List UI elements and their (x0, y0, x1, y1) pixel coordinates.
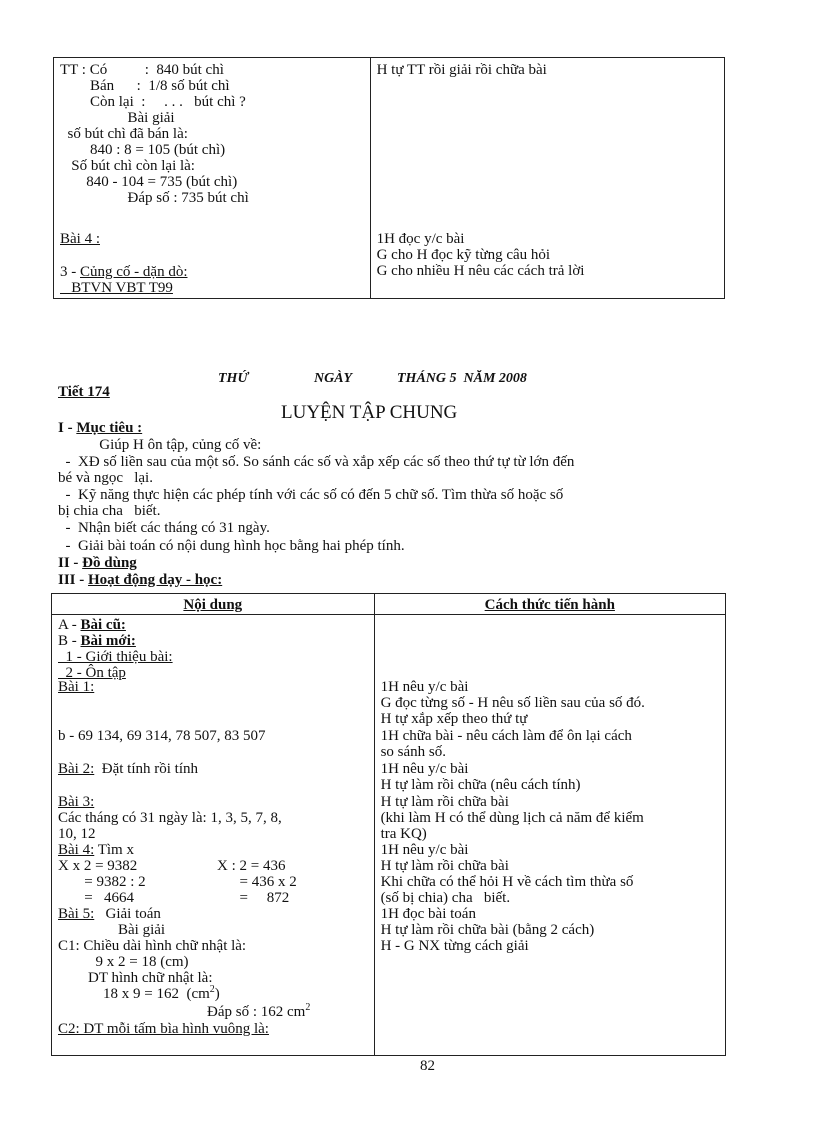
bai2-line (58, 761, 198, 777)
btvn-line: BTVN VBT T99 (60, 280, 173, 296)
method-line: H tự làm rồi chữa bài (380, 794, 509, 810)
method-line: 1H nêu y/c bài (380, 761, 469, 777)
review-line: 2 - Ôn tập (58, 665, 126, 681)
bai4-label: Bài 4: (58, 842, 95, 858)
bai2-heading: Bài 2: (58, 761, 95, 777)
date-thang-nam: THÁNG 5 NĂM 2008 (397, 371, 527, 386)
method-line: 1H chữa bài - nêu cách làm để ôn lại cách (380, 728, 632, 744)
part-a-prefix: A - (58, 617, 81, 633)
top-left-line: Bán : 1/8 số bút chì (60, 78, 230, 94)
equation: = 436 x 2 (217, 874, 297, 890)
method-line: G đọc từng số - H nêu số liền sau của số đó. (380, 695, 645, 711)
part-a-label: Bài cũ: (80, 617, 126, 633)
top-left-line: 840 : 8 = 105 (bút chì) (60, 142, 226, 158)
section-objectives-prefix: I - (58, 420, 77, 436)
method-line: (số bị chia) cha biết. (380, 890, 511, 906)
top-left-line: số bút chì đã bán là: (60, 126, 188, 142)
equation: X x 2 = 9382 (58, 858, 138, 874)
top-left-line: Còn lại : . . . bút chì ? (60, 94, 246, 110)
method-line: H tự xắp xếp theo thứ tự (380, 711, 528, 727)
objective-line: Giúp H ôn tập, củng cố về: (58, 437, 262, 453)
top-right-line: 1H đọc y/c bài (376, 231, 465, 247)
date-ngay: NGÀY (314, 371, 353, 386)
cungco-line (60, 264, 187, 280)
answer-text: Đáp số : 162 cm (207, 1004, 306, 1020)
bai5-text: Giải toán (94, 906, 161, 922)
lesson-title: LUYỆN TẬP CHUNG (281, 402, 458, 423)
header-method: Cách thức tiến hành (484, 597, 615, 613)
section-objectives-label: Mục tiêu : (76, 420, 143, 436)
objective-line: - Nhận biết các tháng có 31 ngày. (58, 520, 270, 536)
section-materials (58, 555, 137, 571)
method-line: 1H nêu y/c bài (380, 842, 469, 858)
objective-line: - Kỹ năng thực hiện các phép tính với các số có đến 5 chữ số. Tìm thừa số hoặc số (58, 487, 564, 503)
section-materials-label: Đồ dùng (82, 555, 137, 571)
section-activities-label: Hoạt động dạy - học: (88, 572, 223, 588)
intro-line: 1 - Giới thiệu bài: (58, 649, 173, 665)
solution-c2: C2: DT mỗi tấm bìa hình vuông là: (58, 1021, 269, 1037)
part-a (58, 617, 126, 633)
solution-heading: Bài giải (58, 922, 166, 938)
top-left-line: Số bút chì còn lại là: (60, 158, 195, 174)
equation: = 872 (217, 890, 290, 906)
area-calc-sup: 2 (209, 984, 215, 995)
bai4-line (58, 842, 134, 858)
section-activities-prefix: III - (58, 572, 89, 588)
method-line: 1H đọc bài toán (380, 906, 476, 922)
top-table-right-cell (371, 58, 724, 298)
objective-line: - Giải bài toán có nội dung hình học bằng hai phép tính. (58, 538, 405, 554)
method-line: Khi chữa có thể hỏi H về cách tìm thừa số (380, 874, 634, 890)
top-right-line: H tự TT rồi giải rồi chữa bài (376, 62, 547, 78)
section-objectives (58, 420, 142, 436)
main-right-cell (375, 615, 725, 1055)
method-line: (khi làm H có thể dùng lịch cả năm để kiểm (380, 810, 644, 826)
top-table-left-cell (54, 58, 370, 298)
bai3-heading: Bài 3: (58, 794, 95, 810)
bai5-label: Bài 5: (58, 906, 95, 922)
method-line: tra KQ) (380, 826, 427, 842)
cungco-label: Củng cố - dặn dò: (80, 264, 188, 280)
solution-line: 9 x 2 = 18 (cm) (58, 954, 189, 970)
objective-line: bị chia cha biết. (58, 503, 161, 519)
main-table (51, 593, 726, 1056)
part-b (58, 633, 136, 649)
part-b-label: Bài mới: (80, 633, 136, 649)
top-left-line: Đáp số : 735 bút chì (60, 190, 249, 206)
solution-line: C1: Chiều dài hình chữ nhật là: (58, 938, 247, 954)
top-right-line: G cho nhiều H nêu các cách trả lời (376, 263, 585, 279)
page-number: 82 (420, 1058, 435, 1074)
method-line: H tự làm rồi chữa (nêu cách tính) (380, 777, 581, 793)
bai1-answer: b - 69 134, 69 314, 78 507, 83 507 (58, 728, 266, 744)
area-calc-close: ) (214, 986, 220, 1002)
method-line: 1H nêu y/c bài (380, 679, 469, 695)
top-left-line: Bài giải (60, 110, 175, 126)
top-table (53, 57, 725, 299)
bai4-heading: Bài 4 : (60, 231, 100, 247)
objective-line: - XĐ số liền sau của một số. So sánh các số và xắp xếp các số theo thứ tự từ lớn đến (58, 454, 575, 470)
header-content: Nội dung (183, 597, 243, 613)
top-left-line: TT : Có : 840 bút chì (60, 62, 224, 78)
answer-sup: 2 (305, 1002, 311, 1013)
section-materials-prefix: II - (58, 555, 83, 571)
main-left-cell (52, 615, 374, 1055)
bai4-text: Tìm x (94, 842, 134, 858)
bai5-line (58, 906, 161, 922)
area-calc (58, 986, 220, 1002)
equation: = 9382 : 2 (58, 874, 146, 890)
lesson-number: Tiết 174 (58, 384, 110, 400)
method-line: so sánh số. (380, 744, 446, 760)
top-right-line: G cho H đọc kỹ từng câu hỏi (376, 247, 551, 263)
equation: = 4664 (58, 890, 134, 906)
area-calc-text: 18 x 9 = 162 (cm (58, 986, 210, 1002)
method-line: H - G NX từng cách giải (380, 938, 529, 954)
part-b-prefix: B - (58, 633, 81, 649)
date-thu: THỨ (218, 371, 249, 386)
top-left-line: 840 - 104 = 735 (bút chì) (60, 174, 238, 190)
cungco-prefix: 3 - (60, 264, 80, 280)
solution-line: DT hình chữ nhật là: (58, 970, 213, 986)
method-line: H tự làm rồi chữa bài (bằng 2 cách) (380, 922, 595, 938)
method-line: H tự làm rồi chữa bài (380, 858, 509, 874)
answer-line (207, 1004, 310, 1020)
equation: X : 2 = 436 (217, 858, 286, 874)
objective-line: bé và ngọc lại. (58, 470, 153, 486)
section-activities (58, 572, 222, 588)
bai1-heading: Bài 1: (58, 679, 95, 695)
months-line: 10, 12 (58, 826, 96, 842)
bai2-text: Đặt tính rồi tính (94, 761, 198, 777)
months-line: Các tháng có 31 ngày là: 1, 3, 5, 7, 8, (58, 810, 282, 826)
